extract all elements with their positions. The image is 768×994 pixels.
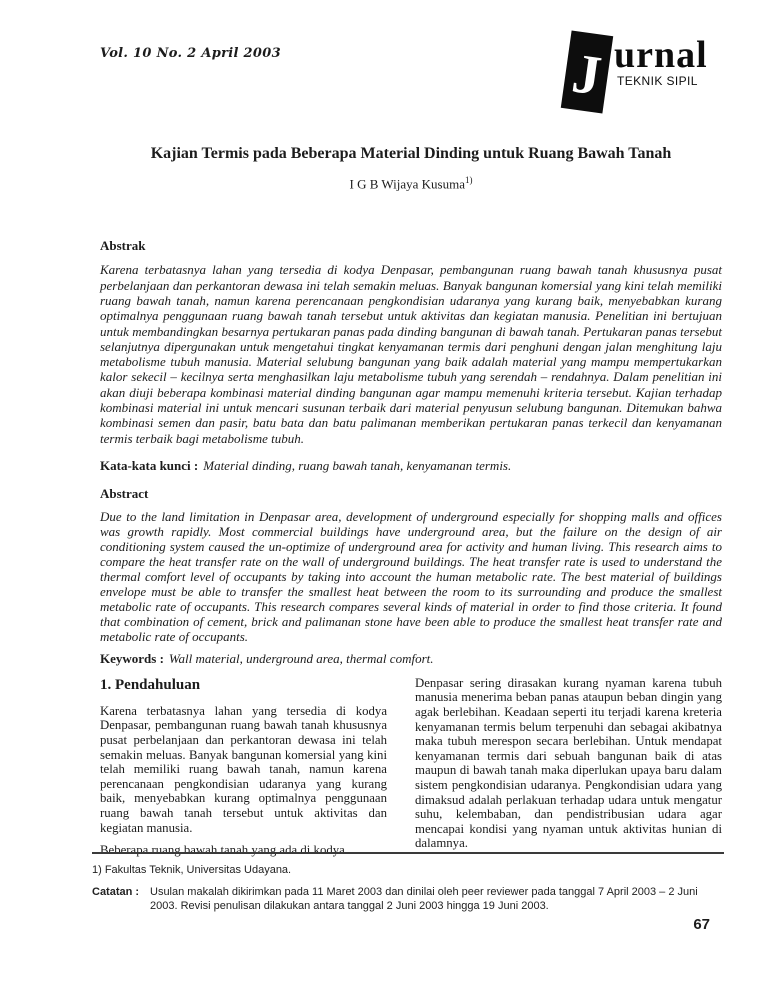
abstract-body: Due to the land limitation in Denpasar area, development of underground especially for shopping malls and offices was growth rapidly. Most commercial buildings have underground area, but the failure on the design of air conditioning system caused the un-optimize of underground area for activity and human living. This research aims to compare the heat transfer rate on the wall of underground buildings. The heat transfer rate is used to understand the thermal comfort level of occupants by taking into account the human metabolic rate. The best material of buildings envelope must be able to transfer the smallest heat between the room to its surrounding and produce the smallest metabolic rate of occupants. This research compares several kinds of material in order to find those criteria. It found that combination of cement, brick and palimanan stone have been able to produce the smallest heat transfer rate and metabolic rate of occupants. <box>100 508 722 644</box>
kata-kunci-line <box>100 458 722 474</box>
author-line <box>100 175 722 192</box>
abstrak-body: Karena terbatasnya lahan yang tersedia di kodya Denpasar, pembangunan ruang bawah tanah khususnya pusat perbelanjaan dan perkantoran dewasa ini telah semakin meluas. Banyak bangunan komersial yang kini telah memiliki ruang bawah tanah, namun karena perencanaan pengkondisian udaranya yang kurang baik, menyebabkan kurang optimalnya penggunaan ruang bawah tanah tersebut untuk aktivitas dan kegiatan manusia. Penelitian ini bertujuan untuk membandingkan besarnya pertukaran panas pada dinding bangunan di bawah tanah. Pertukaran panas tersebut selanjutnya dipergunakan untuk mengetahui tingkat kenyamanan termis dari penghuni dengan jalan menghitung laju metabolisme tubuh manusia. Material selubung bangunan yang baik adalah material yang mampu mempertukarkan kalor sekecil – kecilnya serta menghasilkan laju metabolisme tubuh yang serendah – rendahnya. Dalam penelitian ini akan diuji beberapa kombinasi material dinding bangunan agar mampu memenuhi kriteria tersebut. Kajian terhadap kombinasi material ini untuk mencari susunan terbaik dari material penyusun selubung bangunan. Ditemukan bahwa kombinasi semen dan pasir, batu bata dan batu palimanan memberikan pertukaran panas terkecil dan kenyamanan termis terbaik bagi metabolisme tubuh. <box>100 262 722 446</box>
author-footnote-mark: 1) <box>465 175 473 185</box>
masthead <box>100 30 722 122</box>
journal-logo <box>560 30 712 122</box>
author-affiliation-note: 1) Fakultas Teknik, Universitas Udayana. <box>92 864 292 876</box>
keywords-line <box>100 651 722 667</box>
logo-initial-letter: J <box>568 42 605 108</box>
section-heading-pendahuluan: 1. Pendahuluan <box>100 676 201 693</box>
right-column-paragraph-1: Denpasar sering dirasakan kurang nyaman karena tubuh manusia menerima beban panas ataupun beban dingin yang agak berlebihan. Keadaan seperti itu terjadi karena kreteria kenyamanan termis belum terpenuhi dan sebagai akibatnya maka tubuh merespon secara berlebihan. Untuk mendapat kenyamanan termis dari sebuah bangunan baik di atas maupun di bawah tanah maka diperlukan upaya baru dalam sistem pengkondisian udaranya. Pengkondisian udara yang dimaksud adalah perlakuan terhadap udara untuk mengatur suhu, kelembaban, dan pendistribusian udara agar mencapai kondisi yang nyaman untuk aktivitas hunian di dalamnya. <box>415 675 722 851</box>
kata-kunci-label: Kata-kata kunci : <box>100 457 199 473</box>
abstract-heading: Abstract <box>100 485 149 501</box>
keywords-text: Wall material, underground area, thermal comfort. <box>168 650 434 666</box>
page-number: 67 <box>693 916 710 933</box>
kata-kunci-text: Material dinding, ruang bawah tanah, kenyamanan termis. <box>203 457 512 473</box>
editorial-note <box>92 885 724 913</box>
editorial-note-label: Catatan : <box>92 886 140 898</box>
editorial-note-text: Usulan makalah dikirimkan pada 11 Maret 2003 dan dinilai oleh peer reviewer pada tanggal 7 April 2003 – 2 Juni 2003. Revisi penulisan dilakukan antara tanggal 2 Juni 2003 hingga 19 Juni 2003. <box>150 886 698 912</box>
keywords-label: Keywords : <box>100 650 164 666</box>
logo-j-block <box>561 30 613 113</box>
logo-wordmark <box>614 36 708 88</box>
logo-subtitle: TEKNIK SIPIL <box>617 74 698 88</box>
abstrak-heading: Abstrak <box>100 238 146 254</box>
article-title: Kajian Termis pada Beberapa Material Dinding untuk Ruang Bawah Tanah <box>150 145 672 162</box>
left-column <box>100 676 387 858</box>
logo-wordmark-text: urnal <box>614 34 708 76</box>
footnote-area <box>92 852 724 913</box>
issue-line: Vol. 10 No. 2 April 2003 <box>100 46 281 61</box>
footnote-divider <box>92 852 724 854</box>
author-name: I G B Wijaya Kusuma <box>349 176 465 192</box>
two-column-body <box>100 676 722 858</box>
page-content <box>100 30 722 858</box>
left-column-paragraph-1: Karena terbatasnya lahan yang tersedia di kodya Denpasar, pembangunan ruang bawah tanah khususnya pusat perbelanjaan dan perkantoran dewasa ini telah semakin meluas. Banyak bangunan komersial yang kini telah memiliki ruang bawah tanah, namun karena perencanaan pengkondisian udaranya yang kurang baik, menyebabkan kurang optimalnya penggunaan ruang bawah tanah tersebut untuk aktivitas dan kegiatan manusia. <box>100 703 387 835</box>
left-column-paragraph-2: Beberapa ruang bawah tanah yang ada di kodya <box>100 843 345 858</box>
right-column <box>415 676 722 858</box>
